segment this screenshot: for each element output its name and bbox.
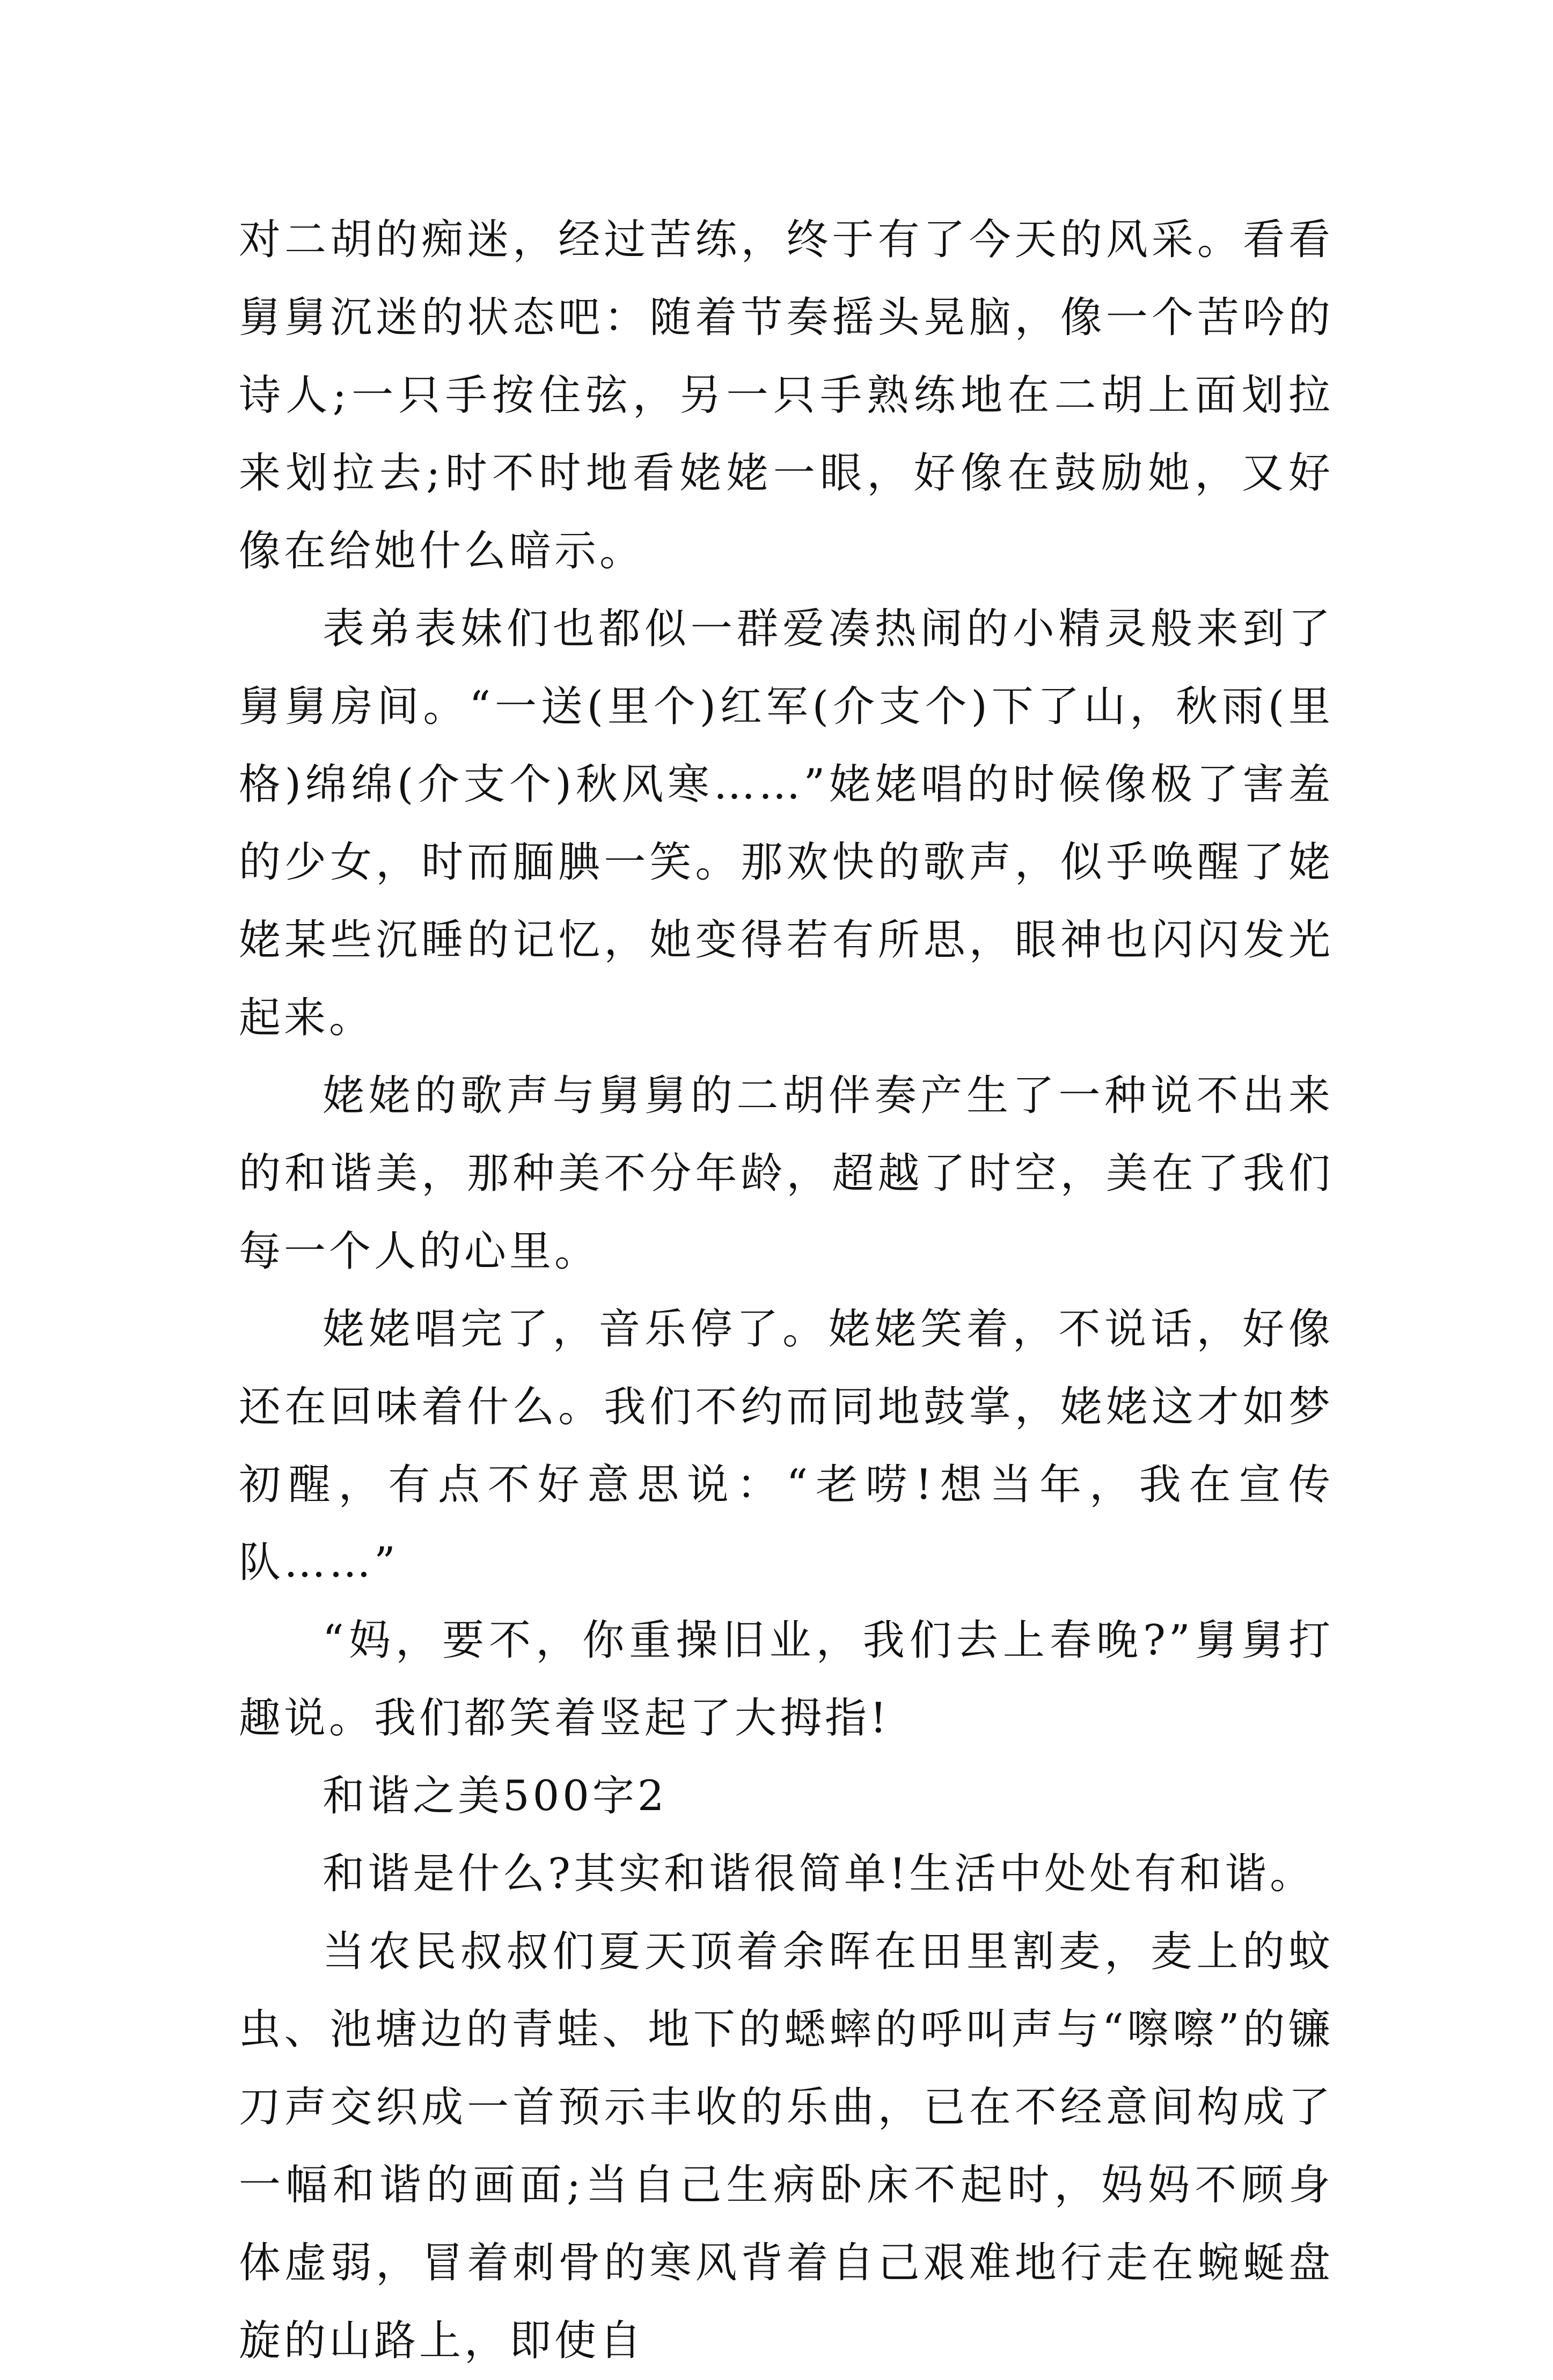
paragraph-1: 对二胡的痴迷，经过苦练，终于有了今天的风采。看看舅舅沉迷的状态吧：随着节奏摇头晃脑，像一个苦吟的诗人;一只手按住弦，另一只手熟练地在二胡上面划拉来划拉去;时不时地看姥姥一眼，好像在鼓励她，又好像在给她什么暗示。 [239, 216, 1334, 575]
section-heading: 和谐之美500字2 [323, 1772, 668, 1820]
paragraph-6: 和谐是什么?其实和谐很简单!生活中处处有和谐。 [323, 1850, 1315, 1898]
document-body [239, 201, 1334, 2380]
paragraph-7: 当农民叔叔们夏天顶着余晖在田里割麦，麦上的蚊虫、池塘边的青蛙、地下的蟋蟀的呼叫声与“嚓嚓”的镰刀声交织成一首预示丰收的乐曲，已在不经意间构成了一幅和谐的画面;当自己生病卧床不起时，妈妈不顾身体虚弱，冒着刺骨的寒风背着自己艰难地行走在蜿蜒盘旋的山路上，即使自 [239, 1928, 1334, 2365]
paragraph-2: 表弟表妹们也都似一群爱凑热闹的小精灵般来到了舅舅房间。“一送(里个)红军(介支个)下了山，秋雨(里格)绵绵(介支个)秋风寒……”姥姥唱的时候像极了害羞的少女，时而腼腆一笑。那欢快的歌声，似乎唤醒了姥姥某些沉睡的记忆，她变得若有所思，眼神也闪闪发光起来。 [239, 605, 1334, 1042]
paragraph-3: 姥姥的歌声与舅舅的二胡伴奏产生了一种说不出来的和谐美，那种美不分年龄，超越了时空，美在了我们每一个人的心里。 [239, 1072, 1334, 1276]
paragraph-5: “妈，要不，你重操旧业，我们去上春晚?”舅舅打趣说。我们都笑着竖起了大拇指! [239, 1616, 1334, 1742]
paragraph-4: 姥姥唱完了，音乐停了。姥姥笑着，不说话，好像还在回味着什么。我们不约而同地鼓掌，姥姥这才如梦初醒，有点不好意思说：“老唠!想当年，我在宣传队……” [239, 1305, 1334, 1587]
